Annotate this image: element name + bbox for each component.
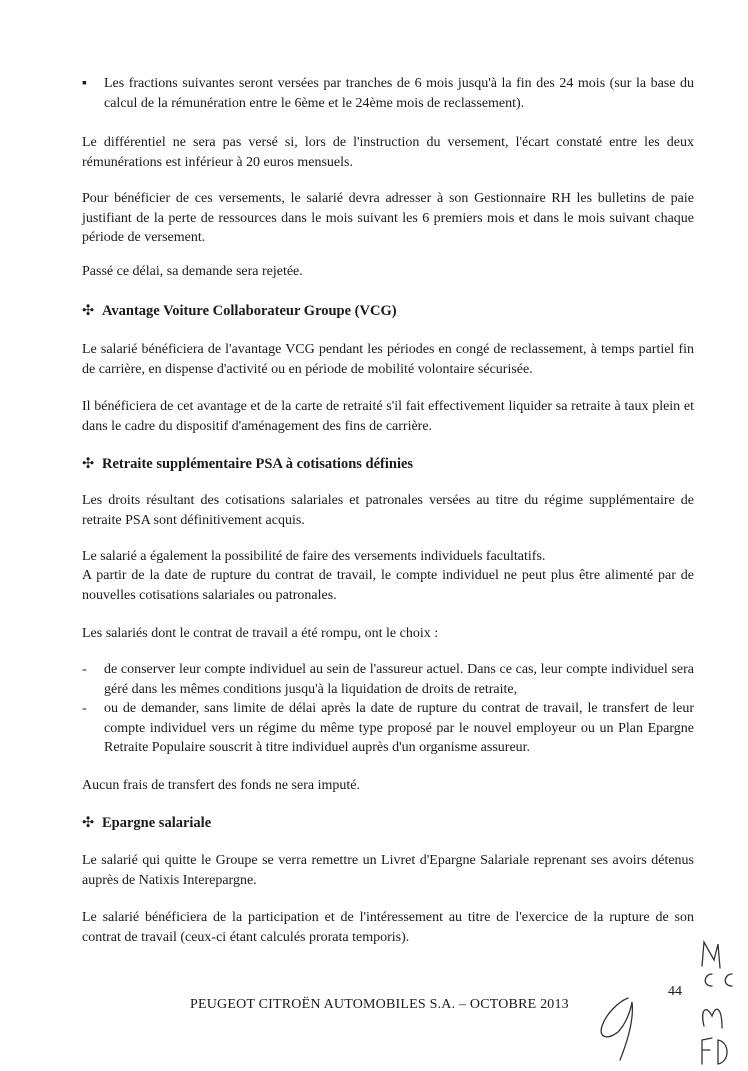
paragraph-differentiel: Le différentiel ne sera pas versé si, lors de l'instruction du versement, l'écart constaté entre les deux rémunérations est inférieur à 20 euros mensuels.: [82, 135, 694, 170]
page-number: 44: [668, 984, 682, 999]
signature-scribble: [588, 992, 644, 1064]
paragraph-beneficier: Pour bénéficier de ces versements, le salarié devra adresser à son Gestionnaire RH les bulletins de paie justifiant de la perte de ressources dans le mois suivant les 6 premiers mois et dans le mois suivant chaque période de versement.: [82, 191, 694, 245]
dash-bullet: -: [82, 662, 87, 677]
paragraph-retraite-2: Le salarié a également la possibilité de faire des versements individuels facultatifs.: [82, 549, 546, 564]
heading-vcg: [82, 302, 694, 322]
paragraph-delai: Passé ce délai, sa demande sera rejetée.: [82, 264, 303, 279]
heading-epargne-text: Epargne salariale: [102, 815, 212, 831]
cross-bullet-icon: ✣: [82, 303, 95, 319]
heading-epargne: [82, 814, 694, 834]
cross-bullet-icon: ✣: [82, 815, 95, 831]
heading-retraite-text: Retraite supplémentaire PSA à cotisations définies: [102, 456, 414, 472]
paragraph-retraite-1: Les droits résultant des cotisations salariales et patronales versées au titre du régime supplémentaire de retraite PSA sont définitivement acquis.: [82, 493, 694, 528]
cross-bullet-icon: ✣: [82, 456, 95, 472]
paragraph-epargne-1: Le salarié qui quitte le Groupe se verra remettre un Livret d'Epargne Salariale reprenant ses avoirs détenus auprès de Natixis Interepargne.: [82, 853, 694, 888]
handwritten-initials: [692, 938, 742, 1068]
page-footer: PEUGEOT CITROËN AUTOMOBILES S.A. – OCTOBRE 2013: [190, 997, 569, 1012]
dash-bullet: -: [82, 701, 87, 716]
heading-vcg-text: Avantage Voiture Collaborateur Groupe (VCG): [102, 303, 397, 319]
paragraph-epargne-2: Le salarié bénéficiera de la participation et de l'intéressement au titre de l'exercice de la rupture de son contrat de travail (ceux-ci étant calculés prorata temporis).: [82, 910, 694, 945]
paragraph-frais: Aucun frais de transfert des fonds ne sera imputé.: [82, 778, 360, 793]
dash-text: de conserver leur compte individuel au sein de l'assureur actuel. Dans ce cas, leur compte individuel sera géré dans les mêmes conditions jusqu'à la liquidation de droits de retraite,: [104, 662, 694, 697]
paragraph-vcg-2: Il bénéficiera de cet avantage et de la carte de retraité s'il fait effectivement liquider sa retraite à taux plein et dans le cadre du dispositif d'aménagement des fins de carrière.: [82, 399, 694, 434]
bullet-text: Les fractions suivantes seront versées par tranches de 6 mois jusqu'à la fin des 24 mois (sur la base du calcul de la rémunération entre le 6ème et le 24ème mois de reclassement).: [104, 76, 694, 111]
square-bullet-icon: ▪: [82, 76, 87, 91]
heading-retraite: [82, 455, 694, 475]
paragraph-vcg-1: Le salarié bénéficiera de l'avantage VCG pendant les périodes en congé de reclassement, à temps partiel fin de carrière, en dispense d'activité ou en période de mobilité volontaire sécurisée.: [82, 342, 694, 377]
dash-text: ou de demander, sans limite de délai après la date de rupture du contrat de travail, le transfert de leur compte individuel vers un régime du même type proposé par le nouvel employeur ou un Plan Epargne Retraite Populaire souscrit à titre individuel auprès d'un organisme assureur.: [104, 701, 694, 755]
paragraph-choix: Les salariés dont le contrat de travail a été rompu, ont le choix :: [82, 626, 439, 641]
paragraph-retraite-3: A partir de la date de rupture du contrat de travail, le compte individuel ne peut plus être alimenté par de nouvelles cotisations salariales ou patronales.: [82, 568, 694, 603]
